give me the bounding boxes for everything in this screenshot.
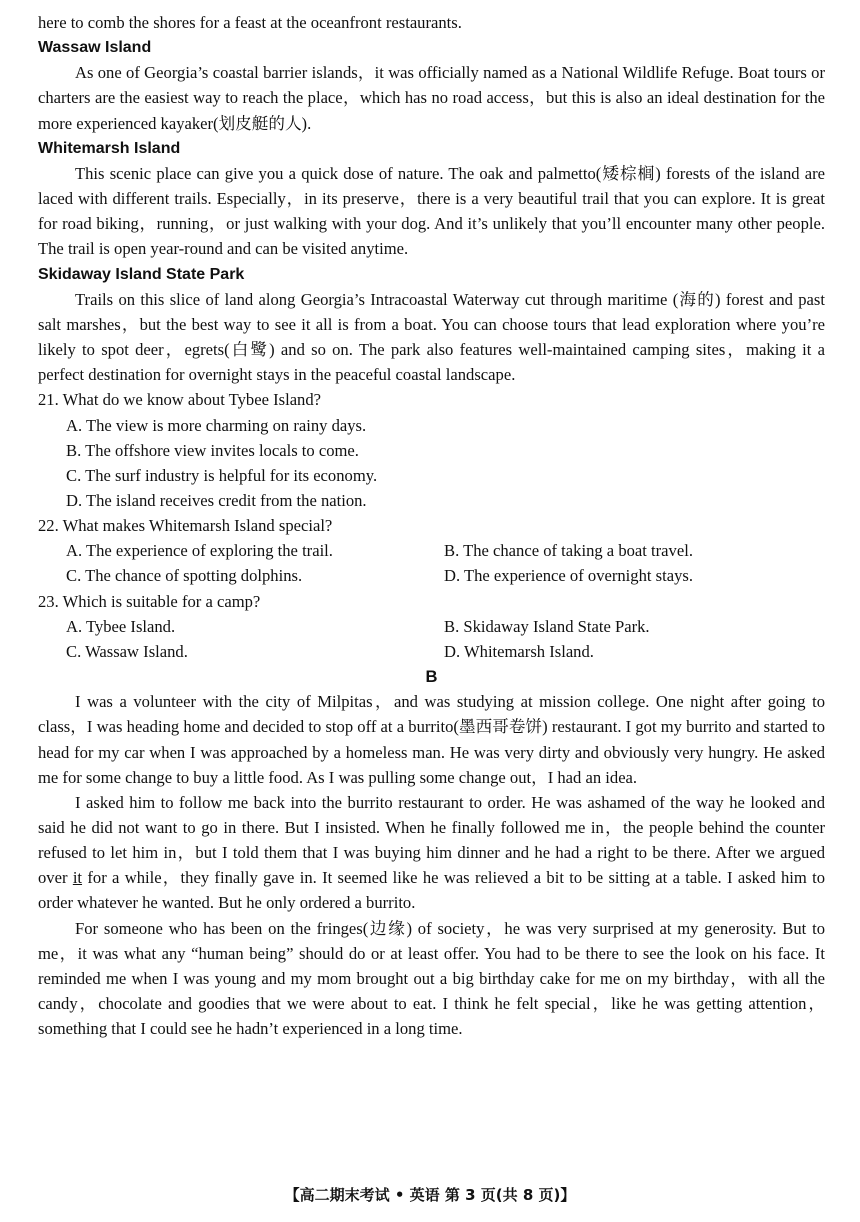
question-23-option-d: D. Whitemarsh Island. — [444, 641, 594, 661]
question-22-option-a: A. The experience of exploring the trail. — [66, 541, 333, 561]
section-text-whitemarsh: This scenic place can give you a quick dose of nature. The oak and palmetto(矮棕榈) forests of the island are laced with different trails. Especially，in its preserve，there is a very beautiful trail that you can explore. It is great for road biking，running，or just walking with your dog. And it’s unlikely that you’ll encounter many other people. The trail is open year-round and can be visited anytime. — [38, 163, 825, 259]
section-text-wassaw: As one of Georgia’s coastal barrier islands，it was officially named as a National Wildlife Refuge. Boat tours or charters are the easiest way to reach the place，which has no road access，but this is also an ideal destination for the more experienced kayaker(划皮艇的人). — [38, 63, 825, 133]
underlined-word-it: it — [72, 868, 83, 888]
page-footer: 【高二期末考试 • 英语 第 3 页(共 8 页)】 — [284, 1186, 576, 1204]
passage-b-paragraph-3: For someone who has been on the fringes(边缘) of society，he was very surprised at my generosity. But to me，it was what any “human being” should do or at least offer. You had to be there to see the look on his face. It reminded me when I was young and my mom brought out a big birthday cake for me on my birthday，with all the candy，chocolate and goodies that we were about to eat. I think he felt special，like he was getting attention，something that I could see he hadn’t experienced in a long time. — [38, 918, 825, 1039]
question-23-row-1 — [66, 614, 825, 639]
question-21-option-b: B. The offshore view invites locals to come. — [66, 440, 359, 460]
passage-b-label: B — [425, 667, 438, 687]
question-22-option-d: D. The experience of overnight stays. — [444, 566, 693, 586]
question-23-option-b: B. Skidaway Island State Park. — [444, 616, 650, 636]
question-23-stem: 23. Which is suitable for a camp? — [38, 591, 261, 611]
question-21-stem: 21. What do we know about Tybee Island? — [38, 390, 322, 410]
question-23-option-c: C. Wassaw Island. — [66, 641, 188, 661]
question-21-option-d: D. The island receives credit from the nation. — [66, 490, 367, 510]
section-title-whitemarsh: Whitemarsh Island — [38, 139, 181, 157]
question-21-option-c: C. The surf industry is helpful for its economy. — [66, 465, 378, 485]
intro-tail: here to comb the shores for a feast at the oceanfront restaurants. — [38, 13, 462, 32]
question-22-row-2 — [66, 563, 825, 588]
question-22-row-1 — [66, 538, 825, 563]
section-title-wassaw: Wassaw Island — [38, 39, 152, 57]
exam-page — [38, 10, 825, 1041]
passage-b-paragraph-2-before: I asked him to follow me back into the burrito restaurant to order. He was ashamed of the way he looked and said he did not want to go in there. But I insisted. When he finally followed me in，the people behind the counter refused to let him in，but I told them that I was buying him dinner and he had a right to be there. After we argued over — [38, 792, 825, 888]
section-text-skidaway: Trails on this slice of land along Georgia’s Intracoastal Waterway cut through maritime (海的) forest and past salt marshes，but the best way to see it all is from a boat. You can choose tours that lead exploration where you’re likely to spot deer，egrets(白鹭) and so on. The park also features well-maintained camping sites，making it a perfect destination for overnight stays in the peaceful coastal landscape. — [38, 289, 825, 385]
question-22-option-c: C. The chance of spotting dolphins. — [66, 566, 303, 586]
question-23-row-2 — [66, 639, 825, 664]
question-23-option-a: A. Tybee Island. — [66, 616, 176, 636]
passage-b-paragraph-2-after: for a while，they finally gave in. It seemed like he was relieved a bit to be sitting at a table. I asked him to order whatever he wanted. But he only ordered a burrito. — [38, 868, 825, 913]
question-21-option-a: A. The view is more charming on rainy days. — [66, 415, 367, 435]
question-22-stem: 22. What makes Whitemarsh Island special? — [38, 516, 333, 536]
section-title-skidaway: Skidaway Island State Park — [38, 265, 245, 283]
passage-b-paragraph-1: I was a volunteer with the city of Milpitas，and was studying at mission college. One night after going to class，I was heading home and decided to stop off at a burrito(墨西哥卷饼) restaurant. I got my burrito and started to head for my car when I was approached by a homeless man. He was very dirty and obviously very hungry. He asked me for some change to buy a little food. As I was pulling some change out，I had an idea. — [38, 692, 825, 787]
passage-b-paragraph-2 — [38, 790, 825, 916]
question-22-option-b: B. The chance of taking a boat travel. — [444, 541, 693, 561]
